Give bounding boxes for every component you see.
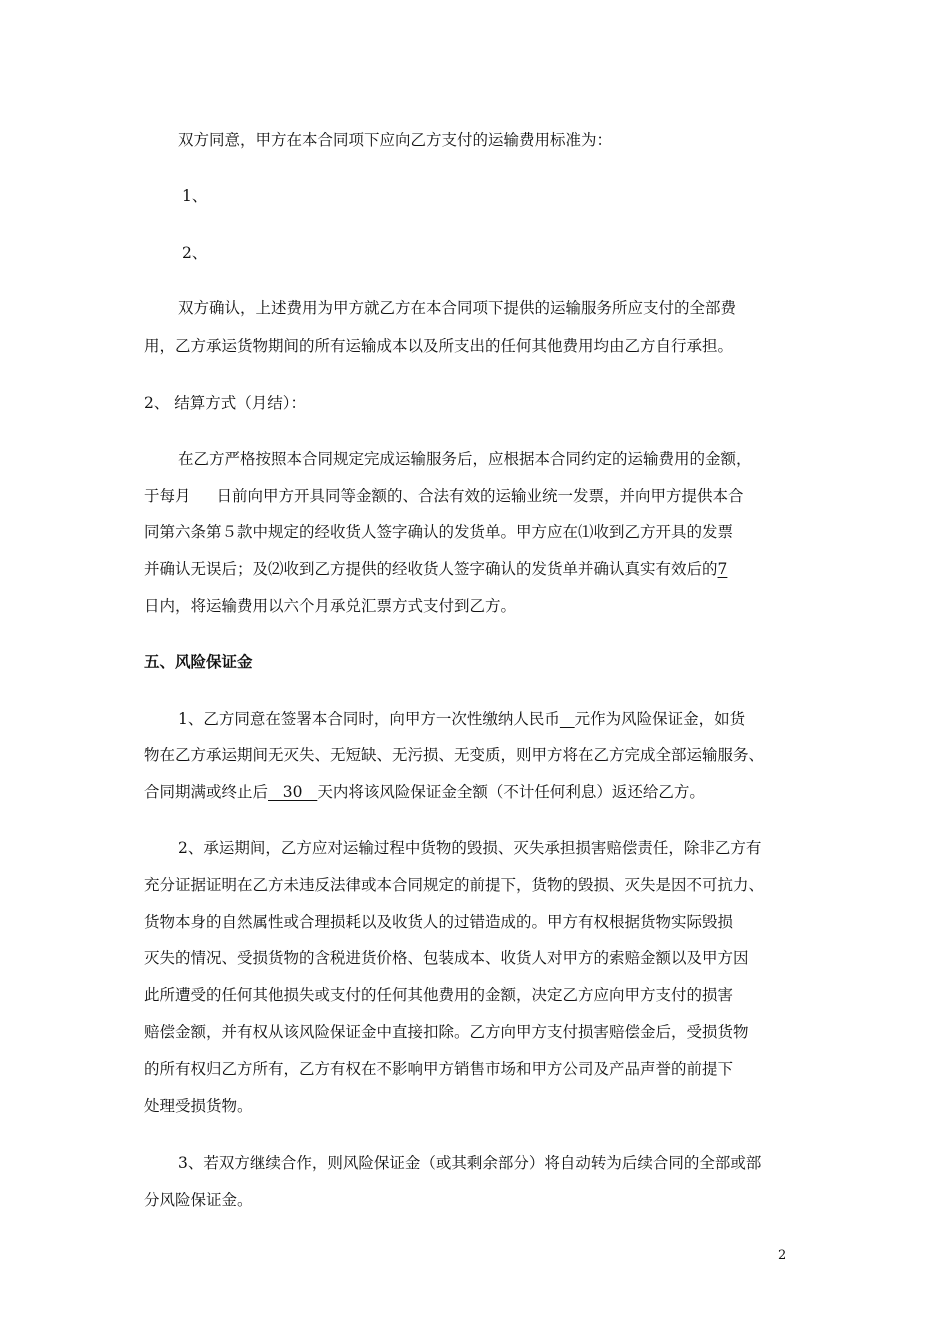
deposit-p2-line-2: 充分证据证明在乙方未违反法律或本合同规定的前提下，货物的毁损、灭失是因不可抗力、 xyxy=(144,876,765,894)
settlement-line-2-end: 日前向甲方开具同等金额的、合法有效的运输业统一发票，并向甲方提供本合 xyxy=(216,487,744,505)
fee-item-1: 1、 xyxy=(182,187,208,205)
deposit-p1-line-1-start: 1、乙方同意在签署本合同时，向甲方一次性缴纳人民币 xyxy=(178,710,560,728)
settlement-line-4-text: 并确认无误后；及⑵收到乙方提供的经收货人签字确认的发货单并确认真实有效后的 xyxy=(144,560,718,578)
deposit-p1-line-3-start: 合同期满或终止后 xyxy=(144,783,269,801)
deposit-return-days: 30 xyxy=(268,783,318,801)
deposit-p2-line-1: 2、承运期间，乙方应对运输过程中货物的毁损、灭失承担损害赔偿责任，除非乙方有 xyxy=(178,839,762,857)
settlement-line-5: 日内，将运输费用以六个月承兑汇票方式支付到乙方。 xyxy=(144,597,517,615)
deposit-p2-line-6: 赔偿金额，并有权从该风险保证金中直接扣除。乙方向甲方支付损害赔偿金后，受损货物 xyxy=(144,1023,749,1041)
page-number: 2 xyxy=(778,1248,787,1263)
deposit-p2-line-7: 的所有权归乙方所有，乙方有权在不影响甲方销售市场和甲方公司及产品声誉的前提下 xyxy=(144,1060,734,1078)
deposit-p2-line-8: 处理受损货物。 xyxy=(144,1097,253,1115)
deposit-p1-line-3 xyxy=(144,782,705,802)
deposit-p1-line-2: 物在乙方承运期间无灭失、无短缺、无污损、无变质，则甲方将在乙方完成全部运输服务、 xyxy=(144,746,765,764)
deposit-p2-line-5: 此所遭受的任何其他损失或支付的任何其他费用的金额，决定乙方应向甲方支付的损害 xyxy=(144,986,734,1004)
settlement-line-1: 在乙方严格按照本合同规定完成运输服务后，应根据本合同约定的运输费用的金额， xyxy=(178,450,752,468)
settlement-line-2 xyxy=(144,486,744,506)
settlement-days-value: 7 xyxy=(717,560,728,578)
deposit-p3-line-1: 3、若双方继续合作，则风险保证金（或其剩余部分）将自动转为后续合同的全部或部 xyxy=(178,1154,762,1172)
deposit-amount-blank xyxy=(560,710,575,728)
confirmation-line-2: 用，乙方承运货物期间的所有运输成本以及所支出的任何其他费用均由乙方自行承担。 xyxy=(144,337,734,355)
deposit-p2-line-4: 灭失的情况、受损货物的含税进货价格、包装成本、收货人对甲方的索赔金额以及甲方因 xyxy=(144,949,749,967)
deposit-p1-line-1 xyxy=(178,709,745,729)
deposit-p1-line-1-end: 元作为风险保证金，如货 xyxy=(574,710,746,728)
deposit-p2-line-3: 货物本身的自然属性或合理损耗以及收货人的过错造成的。甲方有权根据货物实际毁损 xyxy=(144,913,734,931)
fee-standard-intro: 双方同意，甲方在本合同项下应向乙方支付的运输费用标准为： xyxy=(178,131,613,149)
settlement-heading: 2、 结算方式（月结）： xyxy=(144,394,307,412)
section-5-title: 五、风险保证金 xyxy=(144,652,253,671)
settlement-line-3: 同第六条第５款中规定的经收货人签字确认的发货单。甲方应在⑴收到乙方开具的发票 xyxy=(144,523,734,541)
deposit-p3-line-2: 分风险保证金。 xyxy=(144,1191,253,1209)
fee-item-2: 2、 xyxy=(182,244,208,262)
settlement-line-2-start: 于每月 xyxy=(144,487,191,505)
confirmation-line-1: 双方确认，上述费用为甲方就乙方在本合同项下提供的运输服务所应支付的全部费 xyxy=(178,299,737,317)
deposit-p1-line-3-end: 天内将该风险保证金全额（不计任何利息）返还给乙方。 xyxy=(317,783,705,801)
settlement-line-4 xyxy=(144,559,727,579)
